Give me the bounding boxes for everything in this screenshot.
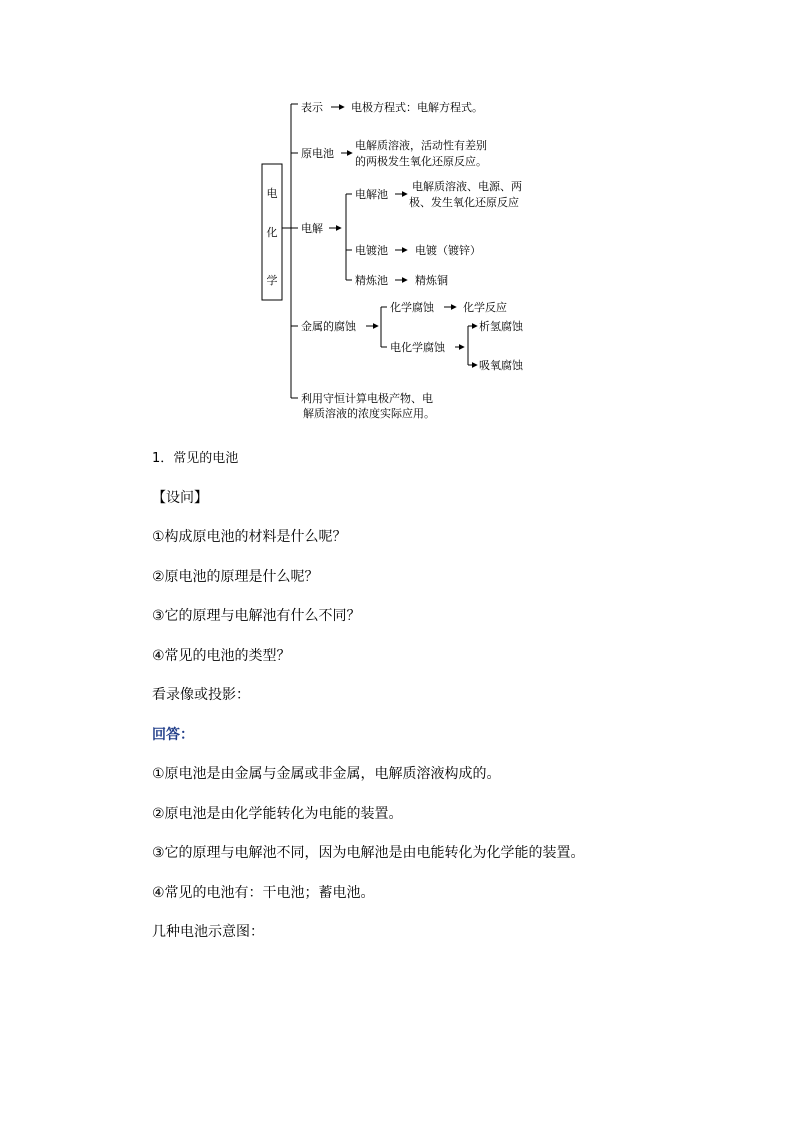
- question-1: ①构成原电池的材料是什么呢？: [152, 529, 347, 545]
- answer-1: ①原电池是由金属与金属或非金属，电解质溶液构成的。: [152, 766, 501, 782]
- root-char-3: 学: [266, 274, 278, 287]
- plating-desc: 电镀（镀锌）: [415, 244, 481, 257]
- oxygen-absorption: 吸氧腐蚀: [479, 359, 523, 372]
- galvanic-desc-line-1: 电解质溶液，活动性有差别: [355, 139, 487, 152]
- refining-desc: 精炼铜: [415, 274, 448, 287]
- chemical-reaction: 化学反应: [463, 301, 507, 314]
- question-2: ②原电池的原理是什么呢？: [152, 569, 319, 585]
- branch-galvanic: 原电池: [301, 147, 334, 160]
- galvanic-desc-line-2: 的两极发生氧化还原反应。: [355, 155, 487, 168]
- represent-target: 电极方程式：电解方程式。: [351, 101, 483, 114]
- refining-cell: 精炼池: [355, 274, 388, 287]
- electrochemical-corrosion: 电化学腐蚀: [390, 341, 445, 354]
- answer-2: ②原电池是由化学能转化为电能的装置。: [152, 806, 403, 822]
- conservation-line-1: 利用守恒计算电极产物、电: [301, 392, 433, 405]
- section-title: 1．常见的电池: [152, 451, 239, 466]
- electrolytic-desc-line-1: 电解质溶液、电源、两: [412, 180, 522, 193]
- figure-intro: 几种电池示意图：: [152, 924, 264, 940]
- question-4: ④常见的电池的类型？: [152, 648, 291, 664]
- answer-3: ③它的原理与电解池不同，因为电解池是由电能转化为化学能的装置。: [152, 845, 585, 861]
- root-char-1: 电: [266, 187, 278, 200]
- electrochemistry-concept-map: [0, 0, 794, 430]
- branch-represent: 表示: [301, 101, 323, 114]
- answer-header: 回答：: [152, 727, 194, 743]
- question-header: 【设问】: [152, 490, 208, 506]
- electrolytic-desc-line-2: 极、发生氧化还原反应: [409, 196, 519, 209]
- hydrogen-evolution: 析氢腐蚀: [479, 320, 523, 333]
- branch-electrolysis: 电解: [301, 222, 323, 235]
- plating-cell: 电镀池: [355, 244, 388, 257]
- answer-4: ④常见的电池有：干电池；蓄电池。: [152, 885, 375, 901]
- root-char-2: 化: [266, 226, 278, 239]
- watch-instruction: 看录像或投影：: [152, 687, 250, 703]
- chemical-corrosion: 化学腐蚀: [390, 301, 434, 314]
- conservation-line-2: 解质溶液的浓度实际应用。: [303, 407, 435, 420]
- question-3: ③它的原理与电解池有什么不同？: [152, 608, 361, 624]
- electrolytic-cell: 电解池: [355, 188, 388, 201]
- branch-corrosion: 金属的腐蚀: [301, 320, 356, 333]
